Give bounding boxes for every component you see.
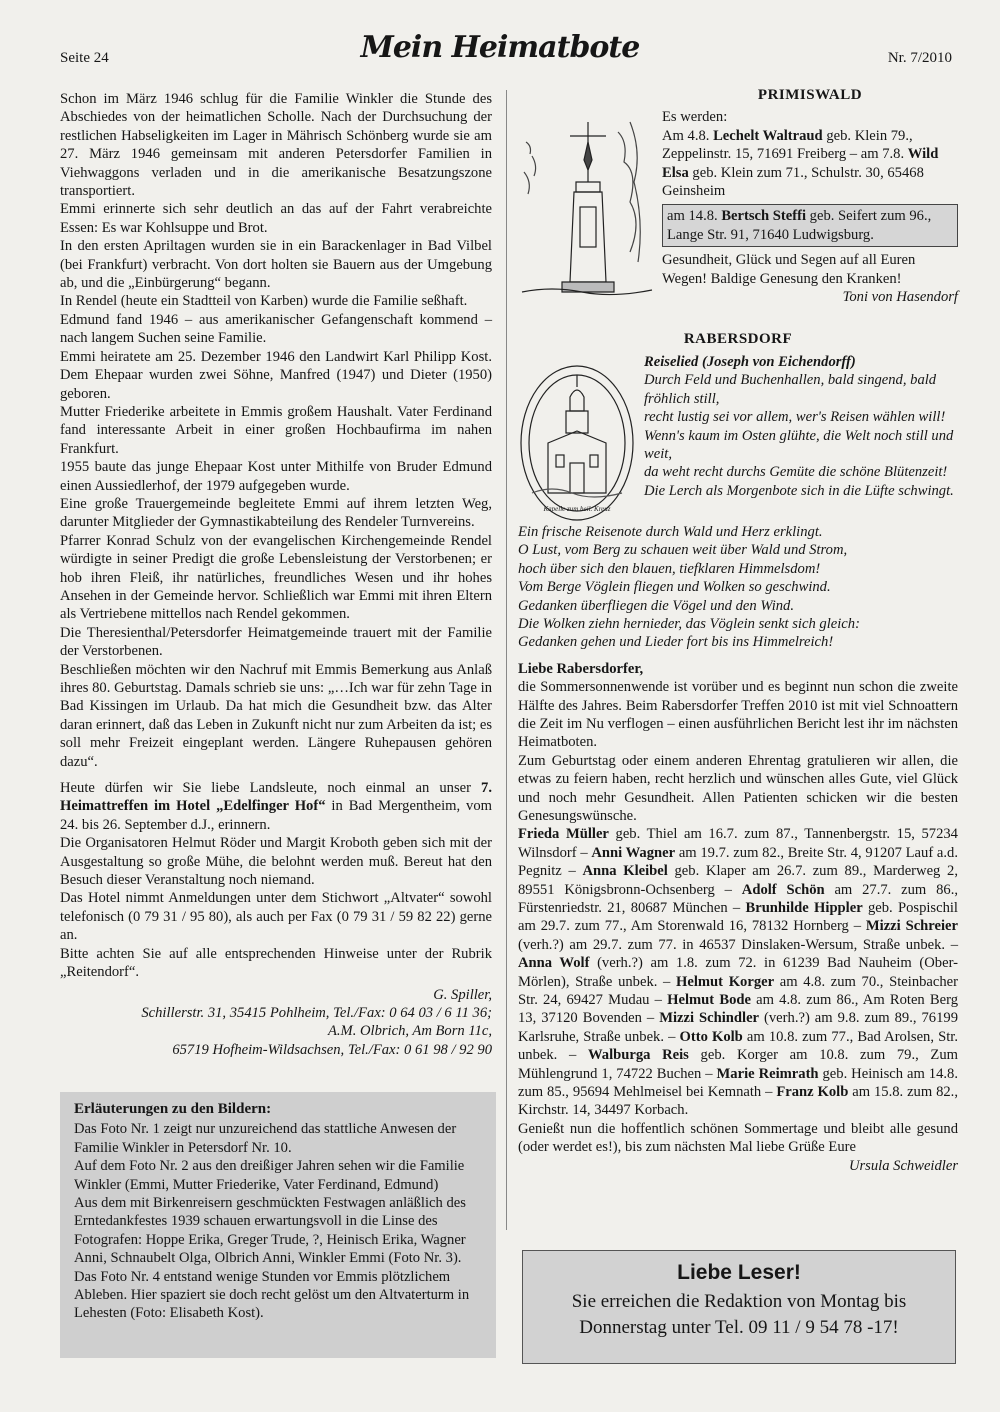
birthday-details: am 4.8. zum 86., Am Roten Berg 13, 37120 Bovenden – [518,992,959,1027]
birthday-name: Mizzi Schreier [865,918,958,935]
greeting: Liebe Rabersdorfer, [518,660,644,677]
entry-name: Lechelt Waltraud [713,127,823,144]
poem-line: Die Lerch als Morgenbote sich in die Lüfte schwingt. [644,482,954,499]
entry-text: Am 4.8. [662,127,714,144]
poem-line: recht lustig sei vor allem, wer's Reisen wählen will! [644,409,946,426]
highlighted-birthday-box [662,204,958,247]
intro-text: Es werden: [662,109,728,126]
column-divider [506,90,507,1230]
poem-block [518,353,958,523]
poem-line: Ein frische Reisenote durch Wald und Herz erklingt. [518,523,823,540]
chapel-illustration [518,363,636,523]
poem-line: Die Wolken ziehn hernieder, das Vöglein senkt sich gleich: [518,615,860,632]
signature-line: A.M. Olbrich, Am Born 11c, [327,1023,492,1040]
birthday-name: Brunhilde Hippler [745,900,863,916]
paragraph: Beschließen möchten wir den Nachruf mit Emmis Bemerkung aus Anlaß ihres 80. Geburtstag. Damals schrieb sie uns: „…Ich war für zehn Tage in Bad Kissingen im Urlaub. Da hat mich die Gesundheit bzw. das Alter daran erinnert, daß das Leben in Zukunft nicht nur zum Arbeiten da ist; es soll mehr Freizeit eingeplant werden. Längere Ruhepausen gehören dazu“. [60,661,493,770]
paragraph: In den ersten Apriltagen wurden sie in ein Barackenlager in Bad Vilbel (bei Frankfurt) verbracht. Von dort holten sie Bauern aus der Umgebung ab, und die „Einbürgerung“ begann. [60,238,492,292]
birthday-list [518,825,958,1120]
birthday-entry [662,127,958,201]
photo-captions-box [60,1092,496,1358]
birthday-name: Marie Reimrath [716,1065,819,1082]
entry-text: am 14.8. [667,208,722,225]
poem-line: Durch Feld und Buchenhallen, bald singend, bald fröhlich still, [644,372,937,407]
birthday-name: Franz Kolb [776,1084,849,1101]
paragraph: Zum Geburtstag oder einem anderen Ehrentag gratulieren wir allen, die etwas zu feiern haben, recht herzlich und wünschen alles Gute, viel Glück und noch mehr Gesundheit. Allen Patienten schicken wir die besten Genesungswünsche. [518,752,958,824]
signature-line: G. Spiller, [433,986,492,1003]
birthday-name: Anna Kleibel [582,863,668,880]
birthday-name: Otto Kolb [679,1028,743,1045]
birthday-name: Helmut Korger [676,973,775,990]
birthday-details: am 10.8. zum 77., Bad Arolsen, Str. unbek. – [518,1028,958,1064]
birthday-name: Helmut Bode [667,992,751,1009]
paragraph: Die Organisatoren Helmut Röder und Margit Kroboth geben sich mit der Ausgestaltung so große Mühe, die belohnt werden muß. Bereut hat den Besuch dieser Veranstaltung noch niemand. [60,835,492,889]
invitation-paragraph [60,779,492,834]
wayside-cross-illustration [518,112,654,302]
birthday-details: geb. Klaper am 26.7. zum 89., Marderweg 2, 89551 Königsbronn-Ochsenberg – [518,863,958,898]
invitation-text-end: in Bad Mergentheim, vom 24. bis 26. September d.J., erinnern. [60,798,492,833]
invitation-text: Heute dürfen wir Sie liebe Landsleute, noch einmal an unser [60,780,482,797]
closing-text: Genießt nun die hoffentlich schönen Sommertage und bleibt alle gesund (oder werdet es!), bis zum nächsten Mal liebe Grüße Eure [518,1120,958,1156]
entry-text: geb. Klein 79., Zeppelinstr. 15, 71691 Freiberg – am 7.8. [662,127,913,163]
birthday-name: Mizzi Schindler [659,1010,760,1027]
paragraph: Mutter Friederike arbeitete in Emmis großem Haushalt. Vater Ferdinand fand interessante Arbeit in einer großen Hochbaufirma im nahen Frankfurt. [60,403,492,457]
poem-line: Gedanken überfliegen die Vögel und den Wind. [518,597,794,614]
wish-text: Gesundheit, Glück und Segen auf all Euren Wegen! Baldige Genesung den Kranken! [662,252,916,287]
paragraph: Die Theresienthal/Petersdorfer Heimatgemeinde trauert mit der Familie der Verstorbenen. [60,624,492,660]
entry-name: Bertsch Steffi [721,208,807,225]
birthday-details: am 27.7. zum 86., Fürstenriedstr. 21, 80687 München – [518,881,958,916]
entry-name: Wild Elsa [662,146,939,181]
poem-line: hoch über sich den blauen, tiefklaren Himmelsdom! [518,560,821,577]
birthday-details: (verh.?) am 29.7. zum 77. in 46537 Dinslaken-Wersum, Straße unbek. – [518,936,958,953]
paragraph: Eine große Trauergemeinde begleitete Emmi auf ihrem letzten Weg, darunter Mitglieder der Gymnastikabteilung des Rendeler Turnvereins. [60,495,492,531]
masthead-title: Mein Heimatbote [360,30,640,65]
caption: Das Foto Nr. 1 zeigt nur unzureichend das stattliche Anwesen der Familie Winkler in Petersdorf Nr. 10. [74,1121,457,1156]
rabersdorf-letter [518,660,958,1175]
signature-line: 65719 Hofheim-Wildsachsen, Tel./Fax: 0 61 98 / 92 90 [172,1041,492,1058]
entry-text: geb. Klein zum 71., Schulstr. 30, 65468 Geinsheim [662,164,924,200]
signature-block [60,986,492,1060]
paragraph: Bitte achten Sie auf alle entsprechenden Hinweise unter der Rubrik „Reitendorf“. [60,945,492,981]
paragraph: Schon im März 1946 schlug für die Familie Winkler die Stunde des Abschiedes von der heimatlichen Scholle. Nach der Durchsuchung der restlichen Habseligkeiten im Lager in Mährisch Schönberg wurde sie am 27. März 1946 gemeinsam mit anderen Petersdorfer Familien in Viehwaggons verladen und in die amerikanische Besatzungszone transportiert. [60,91,492,200]
caption: Aus dem mit Birkenreisern geschmückten Festwagen anläßlich des Erntedankfestes 1939 schauen erwartungsvoll in die Linse des Fotografen: Hoppe Erika, Greger Trude, ?, Heinisch Erika, Wagner Anni, Schnaubelt Olga, Olbrich Anni, Winkler Emmi (Foto Nr. 3). [74,1195,466,1267]
birthday-details: am 4.8. zum 70., Steinbacher Str. 24, 69427 Mudau – [518,973,958,1009]
paragraph: Edmund fand 1946 – aus amerikanischer Gefangenschaft kommend – nach langem Suchen seine Familie. [60,311,492,347]
birthday-details: geb. Korger am 10.8. zum 79., Zum Mühlengrund 1, 74722 Buchen – [518,1047,958,1082]
entry-text: geb. Seifert zum 96., Lange Str. 91, 71640 Ludwigsburg. [667,208,932,243]
left-column [60,90,492,1059]
birthday-name: Anna Wolf [518,955,590,972]
birthday-details: geb. Pospischil am 29.7. zum 77., Am Storenwald 16, 78132 Hornberg – [518,900,958,935]
right-column [518,86,958,1175]
primiswald-title: PRIMISWALD [757,87,863,103]
caption: Auf dem Foto Nr. 2 aus den dreißiger Jahren sehen wir die Familie Winkler (Emmi, Mutter Friederike, Vater Ferdinand, Edmund) [74,1158,465,1193]
primiswald-section [518,86,958,306]
notice-line: Sie erreichen die Redaktion von Montag bis [571,1291,907,1312]
notice-line: Donnerstag unter Tel. 09 11 / 9 54 78 -17! [579,1317,899,1338]
poem-line: Wenn's kaum im Osten glühte, die Welt noch still und weit, [644,427,954,462]
poem-title: Reiselied (Joseph von Eichendorff) [644,353,856,370]
notice-title: Liebe Leser! [677,1261,801,1284]
paragraph: die Sommersonnenwende ist vorüber und es beginnt nun schon die zweite Hälfte des Jahres. Beim Rabersdorfer Treffen 2010 ist mit viel Schnoattern die Zeit im Nu verflogen – einen ausführlichen Bericht lest ihr im nächsten Heimatboten. [518,679,958,751]
poem-line: O Lust, vom Berg zu schauen weit über Wald und Strom, [518,542,848,559]
signature-line: Schillerstr. 31, 35415 Pohlheim, Tel./Fax: 0 64 03 / 6 11 36; [141,1004,492,1021]
invitation-event: 7. Heimattreffen im Hotel „Edelfinger Hof“ [60,780,492,815]
page-number: Seite 24 [60,50,109,66]
paragraph: Emmi heiratete am 25. Dezember 1946 den Landwirt Karl Philipp Kost. Dem Ehepaar wurden zwei Söhne, Manfred (1947) und Dieter (1950) geboren. [60,348,492,402]
poem-line: Gedanken gehen und Lieder fort bis ins Himmelreich! [518,634,834,651]
paragraph: Das Hotel nimmt Anmeldungen unter dem Stichwort „Altvater“ sowohl telefonisch (0 79 31 / 95 80), als auch per Fax (0 79 31 / 59 82 22) gerne an. [60,890,492,944]
birthday-details: geb. Thiel am 16.7. zum 87., Tannenbergstr. 15, 57234 Wilnsdorf – [518,826,958,861]
birthday-name: Frieda Müller [518,826,609,843]
captions-title: Erläuterungen zu den Bildern: [74,1101,272,1117]
birthday-details: am 19.7. zum 82., Breite Str. 4, 91207 Lauf a.d. Pegnitz – [518,844,958,880]
paragraph: Emmi erinnerte sich sehr deutlich an das auf der Fahrt verabreichte Essen: Es war Kohlsuppe und Brot. [60,201,492,236]
birthday-details: (verh.?) am 9.8. zum 89., 76199 Karlsruhe, Straße unbek. – [518,1010,958,1045]
primiswald-signature: Toni von Hasendorf [842,289,958,306]
chapel-label: Kapelle zum heil. Kreuz [543,504,611,513]
reader-notice-box [522,1250,956,1364]
paragraph: 1955 baute das junge Ehepaar Kost unter Mithilfe von Bruder Edmund einen Aussiedlerhof, der 1979 aufgegeben wurde. [60,459,492,494]
rabersdorf-title: RABERSDORF [683,331,793,348]
birthday-name: Anni Wagner [591,844,676,861]
rabersdorf-signature: Ursula Schweidler [848,1157,958,1174]
poem-line: da weht recht durchs Gemüte die schöne Blütenzeit! [644,464,948,481]
birthday-details: geb. Heinisch am 14.8. zum 85., 95694 Mehlmeisel bei Kemnath – [518,1065,958,1101]
birthday-name: Walburga Reis [587,1047,689,1064]
birthday-details: (verh.?) am 1.8. zum 72. in 61239 Bad Nauheim (Ober-Mörlen), Straße unbek. – [518,955,958,990]
birthday-details: am 15.8. zum 82., Kirchstr. 14, 34497 Korbach. [518,1084,958,1119]
paragraph: In Rendel (heute ein Stadtteil von Karben) wurde die Familie seßhaft. [60,293,468,310]
poem-line: Vom Berge Vöglein fliegen und Wolken so geschwind. [518,579,831,596]
birthday-name: Adolf Schön [741,881,825,898]
paragraph: Pfarrer Konrad Schulz von der evangelischen Kirchengemeinde Rendel würdigte in seiner Predigt die große Lebensleistung der Verstorbenen; er hob ihren Fleiß, ihr natürliches, freundliches Wesen und ihr hohes Ansehen in der Gemeinde hervor. Schließlich war Emmi mit ihren Eltern als Vertriebene mittellos nach Rendel gekommen. [60,532,492,623]
issue-number: Nr. 7/2010 [887,50,952,66]
poem-continuation [518,523,958,652]
caption: Das Foto Nr. 4 entstand wenige Stunden vor Emmis plötzlichem Ableben. Hier spaziert sie doch recht gelöst um den Altvaterturm in Lehesten (Foto: Elisabeth Kost). [74,1268,470,1322]
